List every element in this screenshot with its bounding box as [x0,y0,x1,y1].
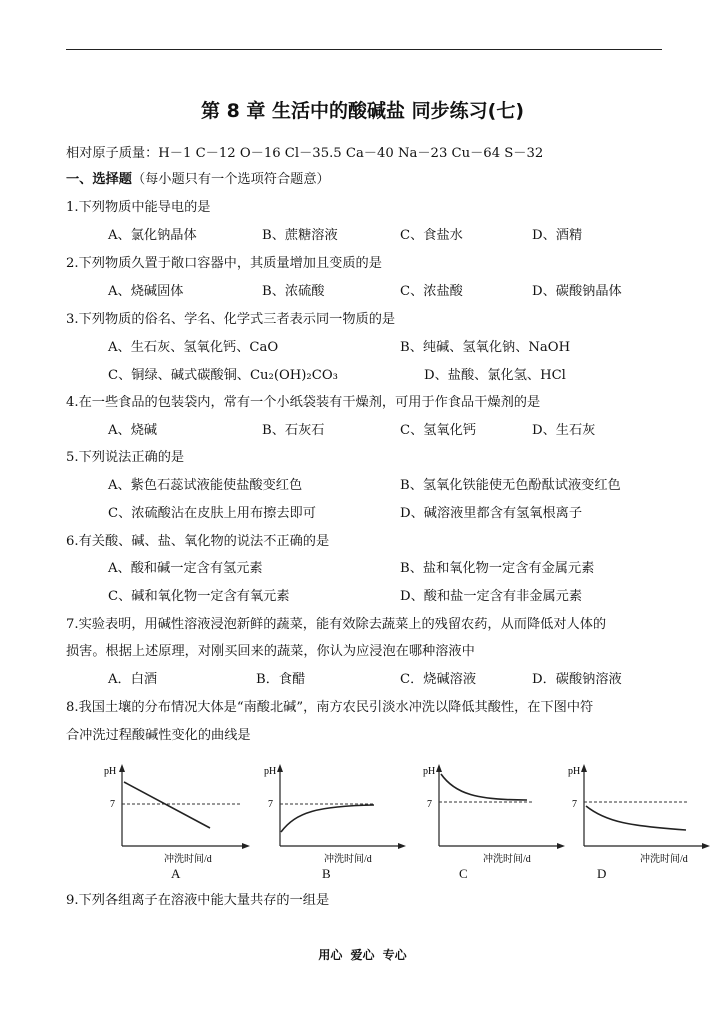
graph-a-ylabel: pH [104,766,117,777]
question-1-stem: 1.下列物质中能导电的是 [66,200,211,215]
question-2-stem: 2.下列物质久置于敞口容器中，其质量增加且变质的是 [66,256,382,271]
q6-option-c: C、碱和氧化物一定含有氧元素 [108,589,290,604]
q5-option-d: D、碱溶液里都含有氢氧根离子 [400,506,583,521]
graph-c-ref-label: 7 [427,799,432,810]
header-rule [66,49,662,50]
q4-option-b: B、石灰石 [262,423,325,438]
section-heading [66,172,330,188]
graph-a-xlabel: 冲洗时间/d [164,854,212,865]
question-8-stem: 8.我国土壤的分布情况大体是“南酸北碱”，南方农民引淡水冲洗以降低其酸性，在下图中符 [66,700,594,715]
graph-d-ref-label: 7 [572,799,577,810]
q1-option-b: B、蔗糖溶液 [262,228,338,243]
graph-b-xlabel: 冲洗时间/d [324,854,372,865]
q4-option-d: D、生石灰 [532,423,596,438]
graph-b-ref-label: 7 [268,799,273,810]
page-footer: 用心 爱心 专心 [318,948,407,962]
section-title: 一、选择题 [66,172,132,187]
ph-graph-a [100,760,250,875]
q1-option-c: C、食盐水 [400,228,463,243]
q4-option-c: C、氢氧化钙 [400,423,477,438]
graph-label-d: D [597,866,607,881]
q2-option-b: B、浓硫酸 [262,284,325,299]
graph-label-c: C [459,866,468,881]
q2-option-a: A、烧碱固体 [108,284,184,299]
q3-option-a: A、生石灰、氢氧化钙、CaO [108,340,279,355]
question-5-stem: 5.下列说法正确的是 [66,450,185,465]
q7-option-d: D．碳酸钠溶液 [532,672,622,687]
section-note: （每小题只有一个选项符合题意） [131,172,330,187]
atomic-mass-line: 相对原子质量：H－1 C－12 O－16 Cl－35.5 Ca－40 Na－23 Cu－64 S－32 [66,146,544,161]
q7-option-b: B．食醋 [256,672,306,687]
graph-b-ylabel: pH [264,766,277,777]
question-8-stem-cont: 合冲洗过程酸碱性变化的曲线是 [66,728,251,743]
q1-option-d: D、酒精 [532,228,583,243]
q3-option-c: C、铜绿、碱式碳酸铜、Cu₂(OH)₂CO₃ [108,368,338,383]
q1-option-a: A、氯化钠晶体 [108,228,197,243]
q3-option-d: D、盐酸、氯化氢、HCl [424,368,566,383]
q5-option-a: A、紫色石蕊试液能使盐酸变红色 [108,478,303,493]
q6-option-b: B、盐和氧化物一定含有金属元素 [400,561,595,576]
graph-c-xlabel: 冲洗时间/d [483,854,531,865]
graph-a-curve [124,782,210,828]
graph-c-curve [441,774,527,800]
question-7-stem-cont: 损害。根据上述原理，对刚买回来的蔬菜，你认为应浸泡在哪种溶液中 [66,644,475,659]
graph-label-b: B [322,866,331,881]
question-3-stem: 3.下列物质的俗名、学名、化学式三者表示同一物质的是 [66,312,396,327]
graph-c-ylabel: pH [423,766,436,777]
question-9-stem: 9.下列各组离子在溶液中能大量共存的一组是 [66,893,330,908]
q5-option-b: B、氢氧化铁能使无色酚酞试液变红色 [400,478,621,493]
graph-d-curve [586,806,686,830]
q3-option-b: B、纯碱、氢氧化钠、NaOH [400,340,571,355]
q7-option-c: C．烧碱溶液 [400,672,477,687]
question-6-stem: 6.有关酸、碱、盐、氧化物的说法不正确的是 [66,534,330,549]
graph-d-ylabel: pH [568,766,581,777]
graph-label-a: A [171,866,181,881]
q6-option-d: D、酸和盐一定含有非金属元素 [400,589,583,604]
q2-option-d: D、碳酸钠晶体 [532,284,622,299]
q5-option-c: C、浓硫酸沾在皮肤上用布擦去即可 [108,506,316,521]
ph-graph-b [256,760,406,875]
question-4-stem: 4.在一些食品的包装袋内，常有一个小纸袋装有干燥剂，可用于作食品干燥剂的是 [66,395,541,410]
q2-option-c: C、浓盐酸 [400,284,463,299]
q7-option-a: A．白酒 [108,672,158,687]
page-title: 第 8 章 生活中的酸碱盐 同步练习(七) [200,100,525,122]
graph-a-ref-label: 7 [110,799,115,810]
graph-d-xlabel: 冲洗时间/d [640,854,688,865]
q6-option-a: A、酸和碱一定含有氢元素 [108,561,263,576]
ph-graph-d [560,760,710,875]
question-7-stem: 7.实验表明，用碱性溶液浸泡新鲜的蔬菜，能有效除去蔬菜上的残留农药，从而降低对人体的 [66,617,607,632]
graph-b-curve [281,805,374,832]
q4-option-a: A、烧碱 [108,423,158,438]
ph-graph-c [415,760,565,875]
